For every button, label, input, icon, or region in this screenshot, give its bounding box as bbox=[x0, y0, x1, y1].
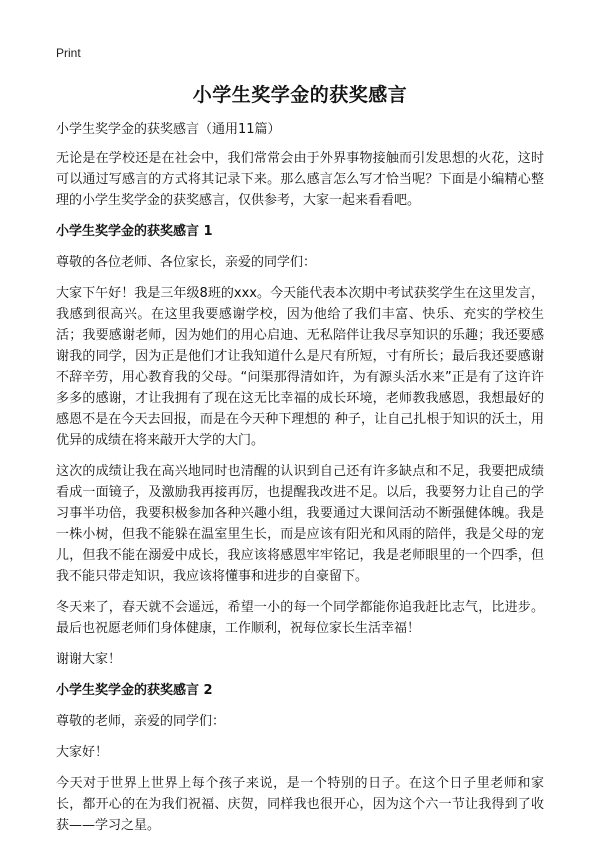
greeting-1: 尊敬的各位老师、各位家长，亲爱的同学们： bbox=[56, 255, 317, 270]
paragraph: 这次的成绩让我在高兴地同时也清醒的认识到自己还有许多缺点和不足，我要把成绩看成一面镜子，及激励我再接再厉，也提醒我改进不足。以后，我要努力让自己的学习事半功倍，我要积极参加各种兴趣小组，我要通过大课间活动不断强健体魄。我是一株小树，但我不能躲在温室里生长，而是应该有阳光和风雨的陪伴，我是父母的宠儿，但我不能在溺爱中成长，我应该将感恩牢牢铭记，我是老师眼里的一个四季，但我不能只带走知识，我应该将懂事和进步的自豪留下。 bbox=[56, 464, 544, 584]
section-heading-2: 小学生奖学金的获奖感言 2 bbox=[56, 683, 213, 698]
page-title: 小学生奖学金的获奖感言 bbox=[192, 84, 408, 106]
intro-paragraph: 无论是在学校还是在社会中，我们常常会由于外界事物接触而引发思想的火花，这时可以通过写感言的方式将其记录下来。那么感言怎么写才恰当呢？下面是小编精心整理的小学生奖学金的获奖感言，仅供参考，大家一起来看看吧。 bbox=[56, 151, 544, 208]
paragraph: 冬天来了，春天就不会遥远，希望一小的每一个同学都能你追我赶比志气，比进步。最后也祝愿老师们身体健康，工作顺利，祝每位家长生活幸福！ bbox=[56, 600, 544, 636]
hello-2: 大家好！ bbox=[56, 745, 109, 760]
greeting-2: 尊敬的老师，亲爱的同学们： bbox=[56, 714, 226, 729]
document-body bbox=[56, 119, 544, 846]
section-heading-1: 小学生奖学金的获奖感言 1 bbox=[56, 224, 213, 239]
closing-1: 谢谢大家！ bbox=[56, 652, 122, 667]
subtitle: 小学生奖学金的获奖感言（通用11篇） bbox=[56, 122, 281, 137]
print-label[interactable]: Print bbox=[56, 46, 81, 60]
paragraph: 大家下午好！我是三年级8班的xxx。今天能代表本次期中考试获奖学生在这里发言，我感到很高兴。在这里我要感谢学校，因为他给了我们丰富、快乐、充实的学校生活；我要感谢老师，因为她们的用心启迪、无私陪伴让我尽享知识的乐趣；我还要感谢我的同学，因为正是他们才让我知道什么是尺有所短，寸有所长；最后我还要感谢不辞辛劳，用心教育我的父母。“问渠那得清如许，为有源头活水来”正是有了这许许多多的感谢，才让我拥有了现在这无比幸福的成长环境，老师教我感恩，我想最好的感恩不是在今天去回报，而是在今天种下理想的 种子，让自己扎根于知识的沃土，用优异的成绩在将来敲开大学的大门。 bbox=[56, 286, 544, 448]
paragraph: 今天对于世界上世界上每个孩子来说，是一个特别的日子。在这个日子里老师和家长，都开心的在为我们祝福、庆贺，同样我也很开心，因为这个六一节让我得到了收获——学习之星。 bbox=[56, 776, 544, 833]
